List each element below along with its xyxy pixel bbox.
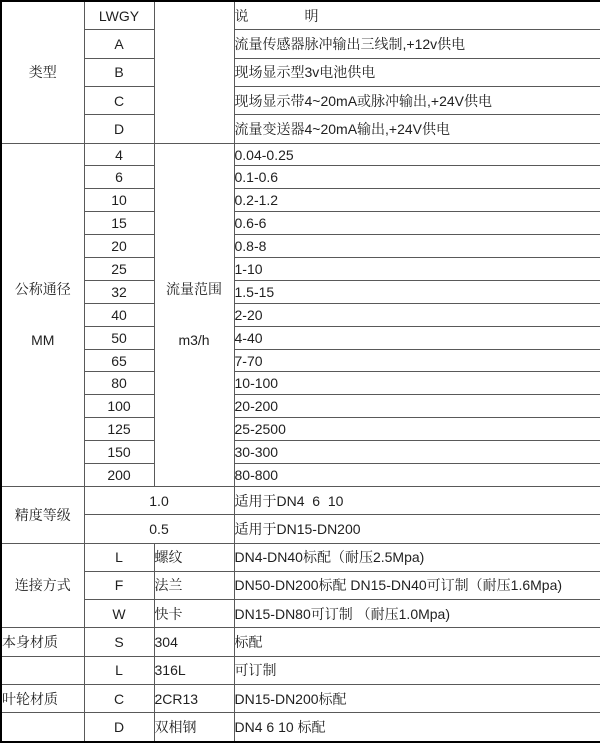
flow-range-cell: 30-300 <box>234 441 600 464</box>
table-row <box>1 395 600 418</box>
material-code-cell: D <box>84 713 154 742</box>
flow-range-cell: 0.1-0.6 <box>234 166 600 189</box>
material-name-cell: 双相钢 <box>154 713 234 742</box>
accuracy-value-cell: 0.5 <box>84 515 234 543</box>
table-row <box>1 1 600 30</box>
type-code-cell: D <box>84 115 154 143</box>
dn-cell: 125 <box>84 418 154 441</box>
type-section-empty-cell <box>154 1 234 143</box>
body-material-label: 本身材质 <box>1 628 84 656</box>
diameter-label-line2: MM <box>31 331 55 348</box>
flow-range-cell: 7-70 <box>234 349 600 372</box>
description-header-cell: 说 明 <box>234 1 600 30</box>
table-row <box>1 115 600 143</box>
flow-range-cell: 1.5-15 <box>234 280 600 303</box>
type-desc-cell: 现场显示型3v电池供电 <box>234 58 600 86</box>
dn-cell: 100 <box>84 395 154 418</box>
dn-cell: 150 <box>84 441 154 464</box>
connection-code-cell: F <box>84 571 154 599</box>
table-row <box>1 258 600 281</box>
table-row <box>1 235 600 258</box>
type-code-cell: C <box>84 87 154 115</box>
connection-code-cell: L <box>84 543 154 571</box>
dn-cell: 4 <box>84 143 154 166</box>
connection-name-cell: 螺纹 <box>154 543 234 571</box>
dn-cell: 65 <box>84 349 154 372</box>
table-row <box>1 543 600 571</box>
accuracy-value-cell: 1.0 <box>84 486 234 514</box>
flow-range-label-cell <box>154 143 234 486</box>
type-code-cell: A <box>84 30 154 58</box>
material-name-cell: 2CR13 <box>154 684 234 712</box>
dn-cell: 25 <box>84 258 154 281</box>
type-section-label: 类型 <box>1 1 84 143</box>
material-name-cell: 304 <box>154 628 234 656</box>
type-desc-cell: 流量变送器4~20mA输出,+24V供电 <box>234 115 600 143</box>
table-row <box>1 166 600 189</box>
connection-name-cell: 法兰 <box>154 571 234 599</box>
table-row <box>1 87 600 115</box>
table-row <box>1 349 600 372</box>
table-row <box>1 143 600 166</box>
table-row <box>1 280 600 303</box>
table-row <box>1 656 600 684</box>
diameter-label-line1: 公称通径 <box>14 280 71 297</box>
table-row <box>1 418 600 441</box>
connection-section-label: 连接方式 <box>1 543 84 628</box>
table-row <box>1 303 600 326</box>
material-desc-cell: DN15-DN200标配 <box>234 684 600 712</box>
table-row <box>1 441 600 464</box>
dn-cell: 200 <box>84 464 154 487</box>
table-row <box>1 464 600 487</box>
flow-range-cell: 0.6-6 <box>234 212 600 235</box>
connection-desc-cell: DN50-DN200标配 DN15-DN40可订制（耐压1.6Mpa) <box>234 571 600 599</box>
impeller-material-label: 叶轮材质 <box>1 684 84 712</box>
table-row <box>1 326 600 349</box>
connection-code-cell: W <box>84 600 154 628</box>
dn-cell: 10 <box>84 189 154 212</box>
flow-range-cell: 1-10 <box>234 258 600 281</box>
model-header-cell: LWGY <box>84 1 154 30</box>
table-row <box>1 600 600 628</box>
flow-range-cell: 0.04-0.25 <box>234 143 600 166</box>
material-empty-label <box>1 713 84 742</box>
dn-cell: 20 <box>84 235 154 258</box>
material-code-cell: S <box>84 628 154 656</box>
connection-desc-cell: DN4-DN40标配（耐压2.5Mpa) <box>234 543 600 571</box>
flow-range-cell: 10-100 <box>234 372 600 395</box>
accuracy-desc-cell: 适用于DN4 6 10 <box>234 486 600 514</box>
table-row <box>1 684 600 712</box>
table-row <box>1 628 600 656</box>
table-row <box>1 30 600 58</box>
material-empty-label <box>1 656 84 684</box>
flow-range-cell: 2-20 <box>234 303 600 326</box>
dn-cell: 6 <box>84 166 154 189</box>
material-code-cell: C <box>84 684 154 712</box>
connection-desc-cell: DN15-DN80可订制 （耐压1.0Mpa) <box>234 600 600 628</box>
table-row <box>1 58 600 86</box>
material-desc-cell: 可订制 <box>234 656 600 684</box>
dn-cell: 50 <box>84 326 154 349</box>
table-row <box>1 515 600 543</box>
flow-range-cell: 0.8-8 <box>234 235 600 258</box>
flow-range-label-line1: 流量范围 <box>166 280 222 297</box>
connection-name-cell: 快卡 <box>154 600 234 628</box>
flow-range-label-line2: m3/h <box>178 331 210 348</box>
table-row <box>1 486 600 514</box>
accuracy-section-label: 精度等级 <box>1 486 84 543</box>
table-row <box>1 212 600 235</box>
flow-range-cell: 80-800 <box>234 464 600 487</box>
dn-cell: 80 <box>84 372 154 395</box>
dn-cell: 32 <box>84 280 154 303</box>
material-code-cell: L <box>84 656 154 684</box>
type-desc-cell: 流量传感器脉冲输出三线制,+12v供电 <box>234 30 600 58</box>
table-row <box>1 372 600 395</box>
table-row <box>1 571 600 599</box>
material-desc-cell: 标配 <box>234 628 600 656</box>
type-desc-cell: 现场显示带4~20mA或脉冲输出,+24V供电 <box>234 87 600 115</box>
flow-range-cell: 4-40 <box>234 326 600 349</box>
table-row <box>1 713 600 742</box>
material-desc-cell: DN4 6 10 标配 <box>234 713 600 742</box>
material-name-cell: 316L <box>154 656 234 684</box>
accuracy-desc-cell: 适用于DN15-DN200 <box>234 515 600 543</box>
table-row <box>1 189 600 212</box>
diameter-section-label <box>1 143 84 486</box>
type-code-cell: B <box>84 58 154 86</box>
flow-range-cell: 25-2500 <box>234 418 600 441</box>
dn-cell: 40 <box>84 303 154 326</box>
flow-range-cell: 20-200 <box>234 395 600 418</box>
flow-range-cell: 0.2-1.2 <box>234 189 600 212</box>
dn-cell: 15 <box>84 212 154 235</box>
